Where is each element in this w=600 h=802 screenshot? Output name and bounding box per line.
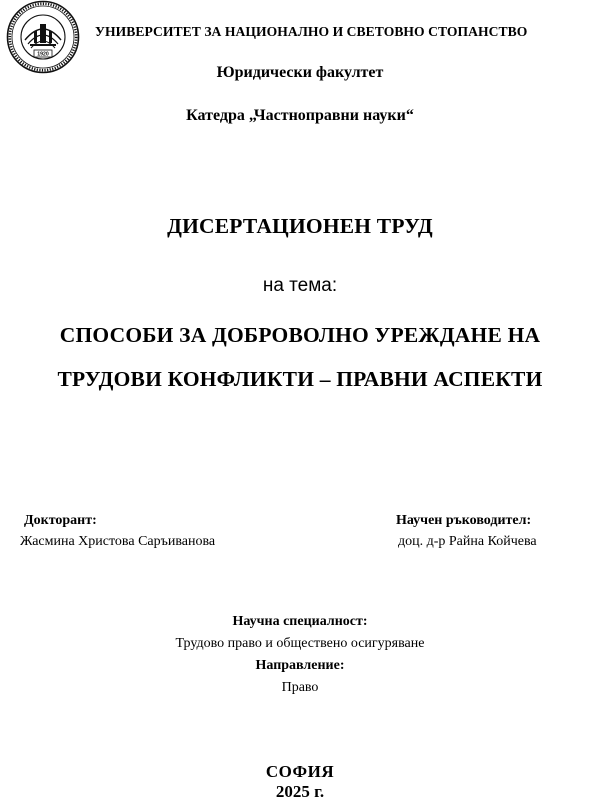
specialty-value: Трудово право и обществено осигуряване bbox=[175, 636, 425, 651]
document-type: ДИСЕРТАЦИОНЕН ТРУД bbox=[167, 214, 433, 238]
university-emblem-icon bbox=[3, 0, 83, 74]
dissertation-title-line-1: СПОСОБИ ЗА ДОБРОВОЛНО УРЕЖДАНЕ НА bbox=[59, 323, 541, 347]
dissertation-title-line-2: ТРУДОВИ КОНФЛИКТИ – ПРАВНИ АСПЕКТИ bbox=[57, 367, 543, 391]
year: 2025 г. bbox=[275, 782, 325, 801]
specialty-block bbox=[0, 611, 600, 699]
logo-year: 1920 bbox=[37, 51, 49, 58]
faculty-name: Юридически факултет bbox=[216, 64, 384, 81]
direction-value: Право bbox=[281, 680, 319, 695]
supervisor-block bbox=[396, 510, 537, 552]
university-name: УНИВЕРСИТЕТ ЗА НАЦИОНАЛНО И СВЕТОВНО СТОПАНСТВО bbox=[95, 24, 528, 39]
direction-label: Направление: bbox=[255, 658, 345, 673]
doctoral-student-block bbox=[20, 510, 216, 552]
topic-label: на тема: bbox=[262, 275, 338, 296]
supervisor-name: доц. д-р Райна Койчева bbox=[398, 534, 537, 549]
department-name: Катедра „Частноправни науки“ bbox=[186, 107, 414, 124]
doctoral-student-name: Жасмина Христова Саръиванова bbox=[20, 534, 216, 549]
supervisor-label: Научен ръководител: bbox=[396, 513, 532, 528]
doctoral-student-label: Докторант: bbox=[24, 513, 97, 528]
specialty-label: Научна специалност: bbox=[232, 614, 368, 629]
city: СОФИЯ bbox=[265, 762, 335, 781]
